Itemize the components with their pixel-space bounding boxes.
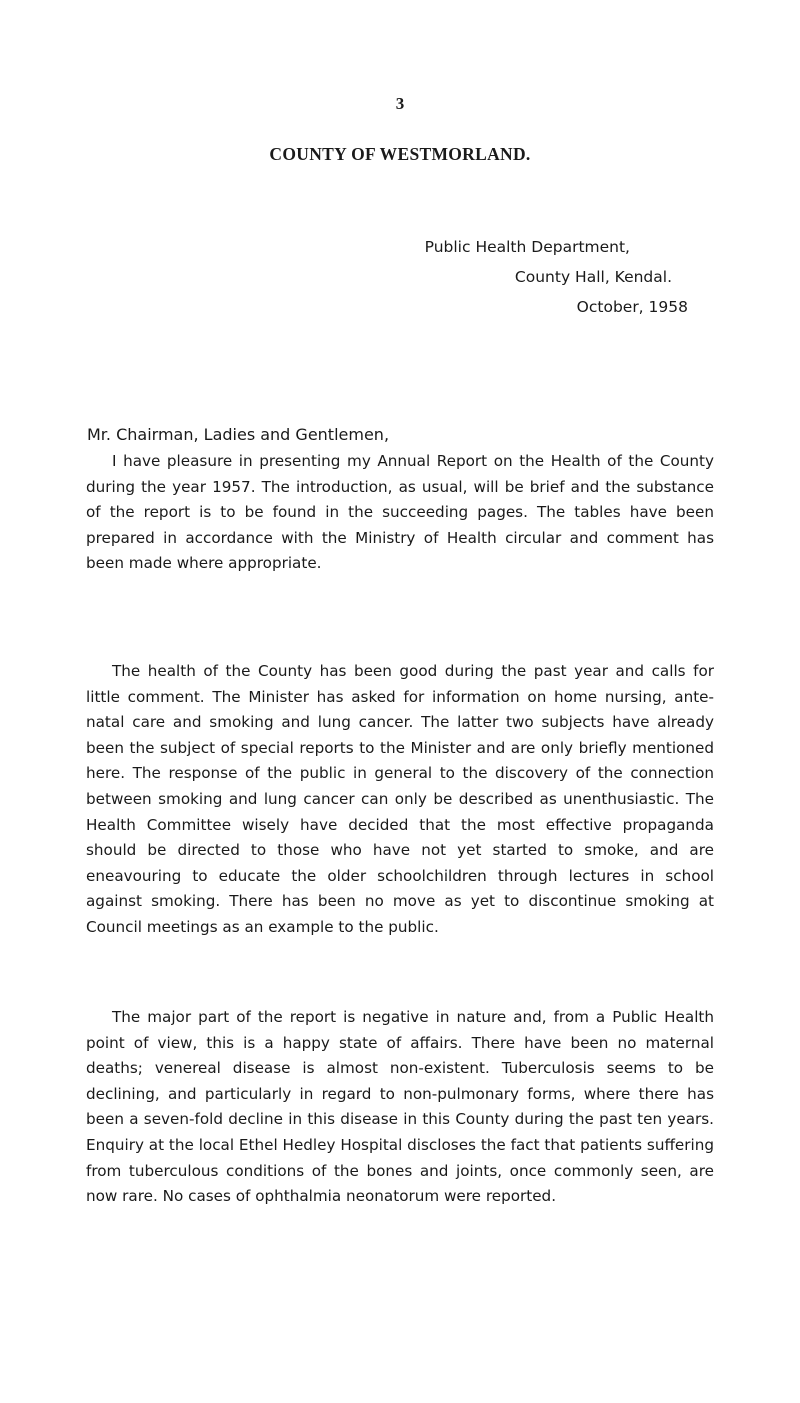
page-number: 3 — [395, 94, 405, 113]
document-title: COUNTY OF WESTMORLAND. — [269, 144, 531, 164]
paragraph-introduction: I have pleasure in presenting my Annual Report on the Health of the County during the year 1957. The introduction, as usual, will be brief and the substance of the report is to be found in the succeeding pages. The tables have been prepared in accordance with the Ministry of Health circular and comment has been made where appropriate. — [86, 452, 714, 573]
paragraph-county-health: The health of the County has been good during the past year and calls for little comment. The Minister has asked for information on home nursing, ante-natal care and smoking and lung cancer. The latter two subjects have already been the subject of special reports to the Minister and are only briefly mentioned here. The response of the public in general to the discovery of the connection between smoking and lung cancer can only be described as unenthusiastic. The Health Committee wisely have decided that the most effective propaganda should be directed to those who have not yet started to smoke, and are eneavouring to educate the older schoolchildren through lectures in school against smoking. There has been no move as yet to discontinue smoking at Council meetings as an example to the public. — [86, 662, 714, 936]
salutation: Mr. Chairman, Ladies and Gentlemen, — [87, 425, 390, 444]
sender-address — [425, 232, 688, 322]
paragraph-negative-report: The major part of the report is negative in nature and, from a Public Health point of view, this is a happy state of affairs. There have been no maternal deaths; venereal disease is almost non-existent. Tuberculosis seems to be declining, and particularly in regard to non-pulmonary forms, where there has been a seven-fold decline in this disease in this County during the past ten years. Enquiry at the local Ethel Hedley Hospital discloses the fact that patients suffering from tuberculous conditions of the bones and joints, once commonly seen, are now rare. No cases of ophthalmia neonatorum were reported. — [86, 1008, 714, 1206]
address-location: County Hall, Kendal. — [514, 268, 672, 286]
address-date: October, 1958 — [576, 298, 688, 316]
address-department: Public Health Department, — [424, 238, 630, 256]
